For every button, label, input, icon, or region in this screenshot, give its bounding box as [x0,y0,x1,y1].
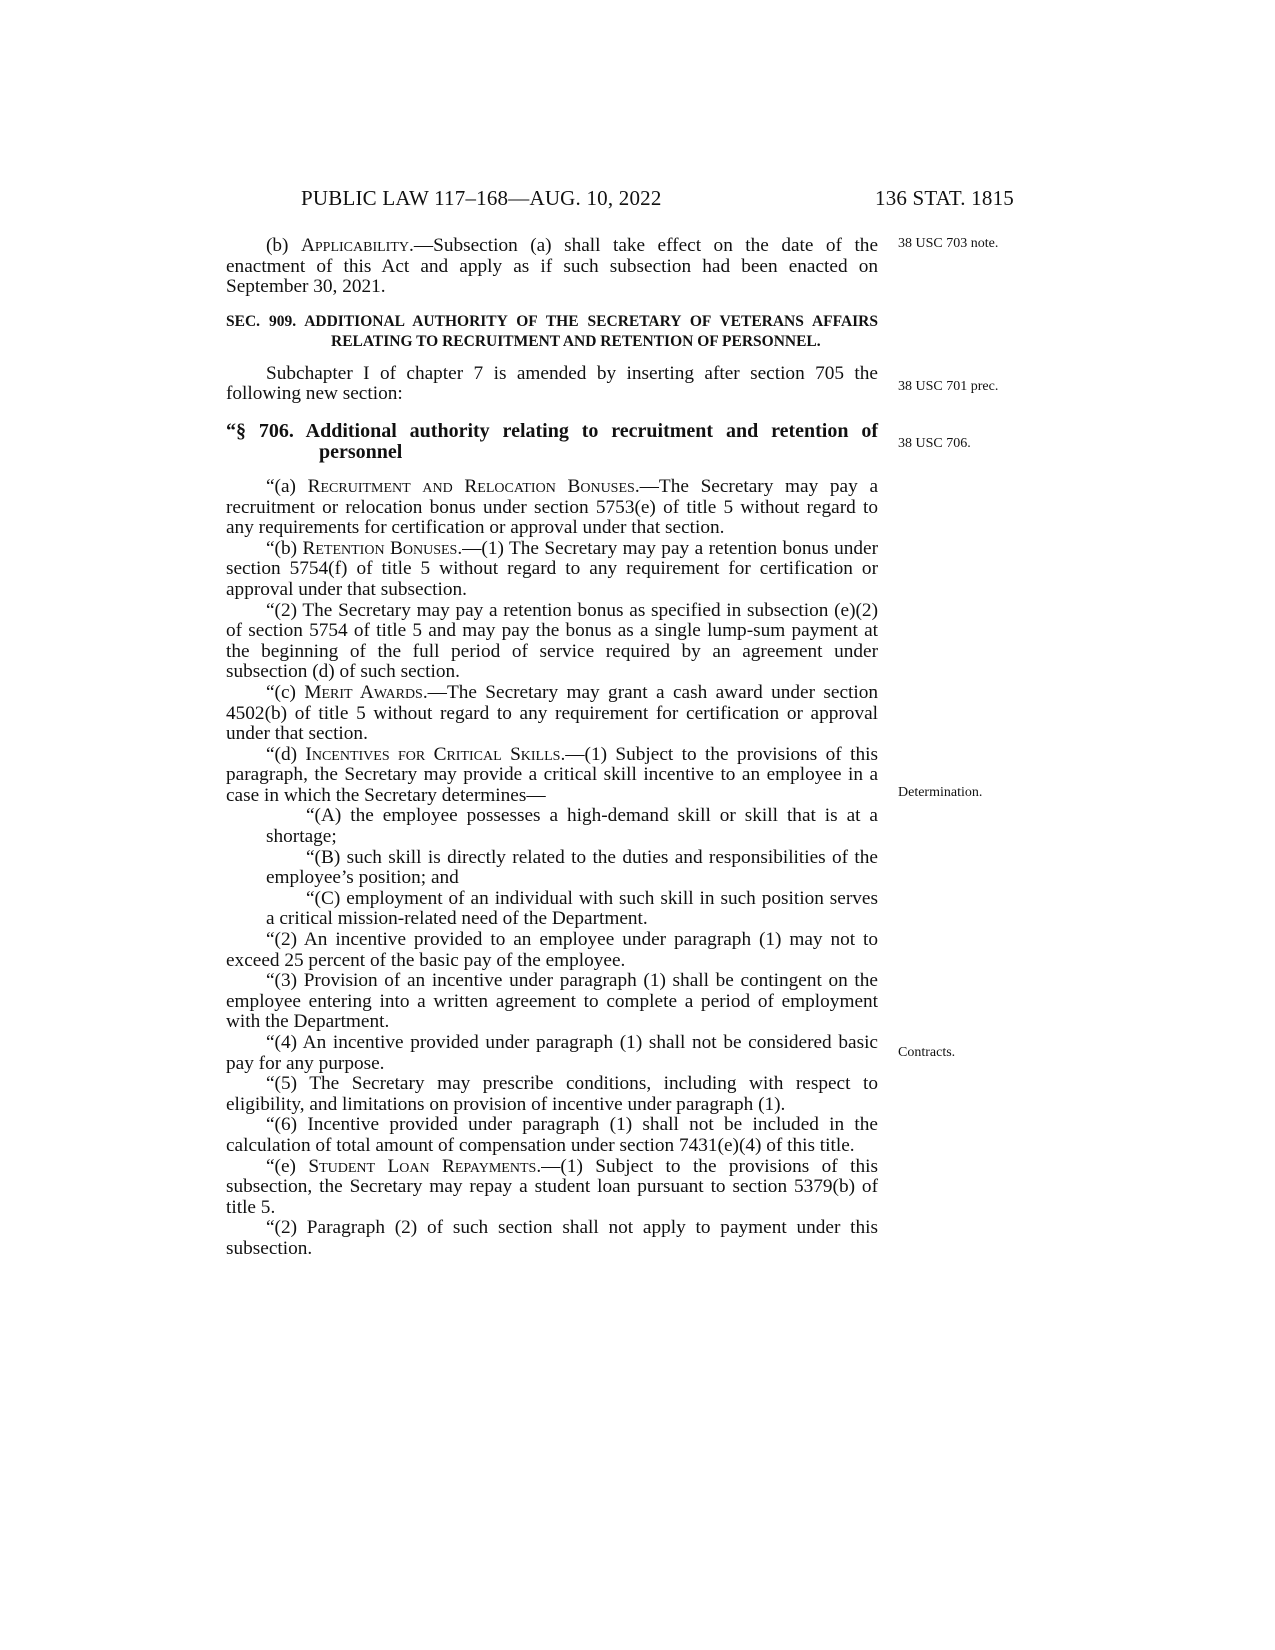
paragraph-d-2: “(2) An incentive provided to an employee under paragraph (1) may not to exceed 25 percent of the basic pay of the employee. [226,929,878,971]
paragraph-subchapter-amendment: Subchapter I of chapter 7 is amended by inserting after section 705 the following new section: [226,362,878,405]
paragraph-d-C: “(C) employment of an individual with such skill in such position serves a critical mission-related need of the Department. [266,887,878,930]
margin-note-determination: Determination. [898,785,983,800]
paragraph-c-merit: “(c) Merit Awards.—The Secretary may grant a cash award under section 4502(b) of title 5 without regard to any requirement for certification or approval under that section. [226,681,879,745]
paragraph-d-B: “(B) such skill is directly related to the duties and responsibilities of the employee’s position; and [266,846,878,889]
heading-applicability: Applicability [300,235,410,256]
section-706-heading: “§ 706. Additional authority relating to recruitment and retention of personnel [226,419,878,463]
margin-note-703: 38 USC 703 note. [898,236,999,251]
running-header-law: PUBLIC LAW 117–168—AUG. 10, 2022 [301,186,662,210]
paragraph-b-2: “(2) The Secretary may pay a retention bonus as specified in subsection (e)(2) of section 5754 of title 5 and may pay the bonus as a single lump-sum payment at the beginning of the full period of service required by an agreement under subsection (d) of such section. [226,599,878,683]
paragraph-d-3: “(3) Provision of an incentive under paragraph (1) shall be contingent on the employee entering into a written agreement to complete a period of employment with the Department. [226,970,878,1033]
paragraph-d-A: “(A) the employee possesses a high-demand skill or skill that is at a shortage; [266,805,878,848]
paragraph-e-2: “(2) Paragraph (2) of such section shall not apply to payment under this subsection. [226,1217,878,1259]
heading-recruitment-bonuses: Recruitment and Relocation Bonuses [307,475,635,497]
heading-student-loan-repayments: Student Loan Repayments [308,1155,537,1177]
paragraph-b-retention: “(b) Retention Bonuses.—(1) The Secretary may pay a retention bonus under section 5754(f) of title 5 without regard to any requirement for certification or approval under that subsection. [226,537,878,600]
margin-note-contracts: Contracts. [898,1045,956,1060]
heading-merit-awards: Merit Awards [304,681,423,703]
paragraph-b-applicability: (b) Applicability.—Subsection (a) shall take effect on the date of the enactment of this Act and apply as if such subsection had been enacted on September 30, 2021. [226,235,879,298]
running-header-stat-page: 136 STAT. 1815 [875,186,1014,210]
paragraph-d-critical-skills: “(d) Incentives for Critical Skills.—(1) Subject to the provisions of this paragraph, the Secretary may provide a critical skill incentive to an employee in a case in which the Secretary determines— [226,743,878,806]
paragraph-d-4: “(4) An incentive provided under paragraph (1) shall not be considered basic pay for any purpose. [226,1032,878,1074]
paragraph-e-student-loans: “(e) Student Loan Repayments.—(1) Subject to the provisions of this subsection, the Secretary may repay a student loan pursuant to section 5379(b) of title 5. [226,1155,878,1218]
paragraph-d-6: “(6) Incentive provided under paragraph (1) shall not be included in the calculation of total amount of compensation under section 7431(e)(4) of this title. [226,1114,878,1156]
margin-note-701: 38 USC 701 prec. [898,379,999,394]
heading-critical-skills: Incentives for Critical Skills [305,743,561,765]
main-text-column [226,236,878,1260]
section-909-heading: SEC. 909. ADDITIONAL AUTHORITY OF THE SECRETARY OF VETERANS AFFAIRS RELATING TO RECRUITMENT AND RETENTION OF PERSONNEL. [226,312,878,350]
paragraph-d-5: “(5) The Secretary may prescribe conditions, including with respect to eligibility, and limitations on provision of incentive under paragraph (1). [226,1073,878,1115]
heading-retention-bonuses: Retention Bonuses [302,537,458,559]
paragraph-a-recruitment: “(a) Recruitment and Relocation Bonuses.—The Secretary may pay a recruitment or relocation bonus under section 5753(e) of title 5 without regard to any requirements for certification or approval under that section. [226,475,878,539]
margin-note-706: 38 USC 706. [898,436,971,451]
